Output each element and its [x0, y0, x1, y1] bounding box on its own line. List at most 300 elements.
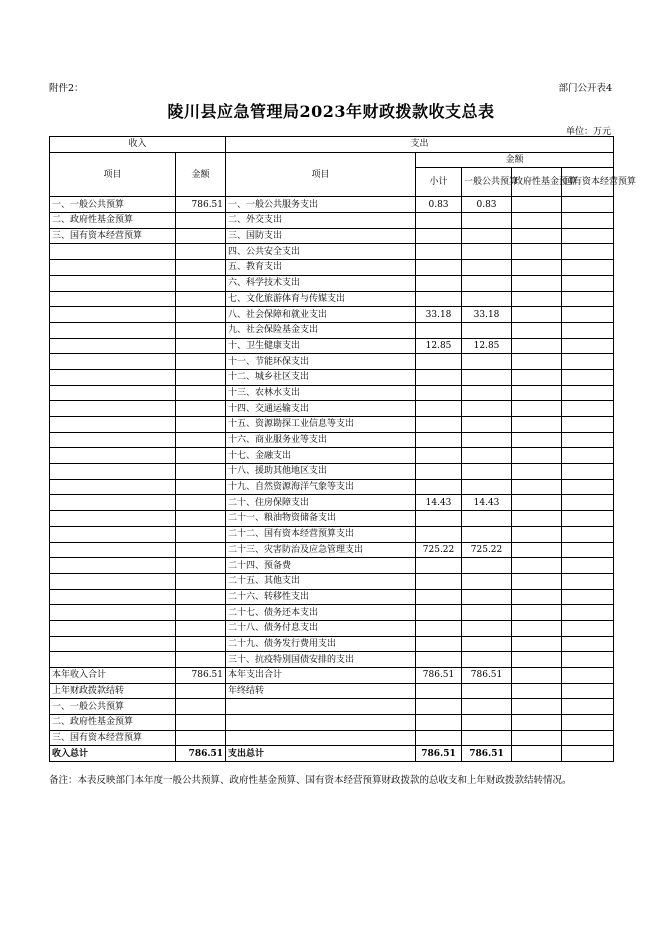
- table-row: [50, 260, 614, 276]
- expense-capital: [562, 228, 614, 244]
- income-item: [50, 322, 176, 338]
- expense-fund: [512, 213, 562, 229]
- expense-fund: [512, 683, 562, 699]
- table-row: [50, 385, 614, 401]
- income-item: [50, 244, 176, 260]
- expense-subtotal: [416, 244, 462, 260]
- expense-item: 年终结转: [226, 683, 416, 699]
- income-amount: [176, 542, 226, 558]
- expense-fund: [512, 636, 562, 652]
- table-row: [50, 448, 614, 464]
- expense-subtotal: [416, 636, 462, 652]
- expense-capital: [562, 683, 614, 699]
- income-item: 一、一般公共预算: [50, 699, 176, 715]
- income-item-header: 项目: [50, 152, 176, 197]
- expense-item: 十一、节能环保支出: [226, 354, 416, 370]
- expense-fund: [512, 620, 562, 636]
- expense-fund: [512, 417, 562, 433]
- expense-general: [462, 228, 512, 244]
- expense-general: [462, 636, 512, 652]
- expense-item: 二十九、债务发行费用支出: [226, 636, 416, 652]
- expense-general: [462, 417, 512, 433]
- expense-subtotal: 33.18: [416, 307, 462, 323]
- expense-item: 二十一、粮油物资储备支出: [226, 511, 416, 527]
- expense-general: [462, 573, 512, 589]
- expense-item: 十四、交通运输支出: [226, 401, 416, 417]
- income-item: [50, 338, 176, 354]
- expense-total-label: 支出总计: [226, 746, 416, 762]
- table-row: [50, 683, 614, 699]
- expense-item: 一、一般公共服务支出: [226, 197, 416, 213]
- income-amount: [176, 228, 226, 244]
- table-body: [50, 197, 614, 746]
- expense-subtotal: [416, 417, 462, 433]
- income-amount: [176, 244, 226, 260]
- expense-capital: [562, 432, 614, 448]
- expense-total-capital: [562, 746, 614, 762]
- expense-capital: [562, 244, 614, 260]
- expense-fund: [512, 542, 562, 558]
- expense-fund: [512, 354, 562, 370]
- expense-capital: [562, 605, 614, 621]
- expense-capital: [562, 668, 614, 684]
- table-row: [50, 479, 614, 495]
- expense-item: 四、公共安全支出: [226, 244, 416, 260]
- expense-item: 二十五、其他支出: [226, 573, 416, 589]
- expense-item: 六、科学技术支出: [226, 275, 416, 291]
- expense-fund: [512, 432, 562, 448]
- expense-item: [226, 715, 416, 731]
- expense-item: 二十六、转移性支出: [226, 589, 416, 605]
- expense-amount-header: 金额: [416, 152, 614, 168]
- table-row: [50, 244, 614, 260]
- table-row: [50, 542, 614, 558]
- expense-subtotal: [416, 683, 462, 699]
- expense-capital: [562, 558, 614, 574]
- income-item: [50, 589, 176, 605]
- expense-subtotal: [416, 322, 462, 338]
- table-row: [50, 511, 614, 527]
- expense-capital: [562, 479, 614, 495]
- income-amount: [176, 291, 226, 307]
- income-item: [50, 652, 176, 668]
- expense-item: 五、教育支出: [226, 260, 416, 276]
- expense-capital: [562, 354, 614, 370]
- budget-table: [49, 136, 637, 762]
- expense-total-subtotal: 786.51: [416, 746, 462, 762]
- table-row: [50, 197, 614, 213]
- income-item: [50, 401, 176, 417]
- income-item: 上年财政拨款结转: [50, 683, 176, 699]
- expense-general: [462, 464, 512, 480]
- income-amount: [176, 385, 226, 401]
- expense-subtotal: [416, 275, 462, 291]
- expense-fund: [512, 589, 562, 605]
- expense-general: [462, 275, 512, 291]
- income-amount: [176, 213, 226, 229]
- expense-subtotal: [416, 213, 462, 229]
- expense-general: [462, 401, 512, 417]
- table-row: [50, 275, 614, 291]
- income-amount: [176, 715, 226, 731]
- expense-general: [462, 589, 512, 605]
- expense-subtotal: [416, 479, 462, 495]
- expense-capital: [562, 526, 614, 542]
- expense-fund: [512, 385, 562, 401]
- table-row: [50, 715, 614, 731]
- page-title: 陵川县应急管理局2023年财政拨款收支总表: [167, 102, 495, 121]
- income-header: 收入: [50, 137, 226, 153]
- expense-capital: [562, 401, 614, 417]
- expense-subtotal: 725.22: [416, 542, 462, 558]
- expense-general: [462, 715, 512, 731]
- income-item: 二、政府性基金预算: [50, 715, 176, 731]
- expense-fund: [512, 275, 562, 291]
- table-row: [50, 526, 614, 542]
- income-item: [50, 526, 176, 542]
- table-row: [50, 369, 614, 385]
- income-total-amount: 786.51: [176, 746, 226, 762]
- expense-fund: [512, 730, 562, 746]
- income-item: [50, 558, 176, 574]
- expense-general: 33.18: [462, 307, 512, 323]
- expense-general: [462, 511, 512, 527]
- expense-fund: [512, 652, 562, 668]
- expense-general: 12.85: [462, 338, 512, 354]
- income-amount: [176, 652, 226, 668]
- expense-subtotal: [416, 464, 462, 480]
- income-item: 一、一般公共预算: [50, 197, 176, 213]
- table-row: [50, 620, 614, 636]
- income-amount: [176, 354, 226, 370]
- expense-item: [226, 730, 416, 746]
- expense-general: [462, 526, 512, 542]
- expense-item: 二十四、预备费: [226, 558, 416, 574]
- expense-item: 十、卫生健康支出: [226, 338, 416, 354]
- expense-general: 14.43: [462, 495, 512, 511]
- expense-capital: [562, 417, 614, 433]
- income-amount: [176, 464, 226, 480]
- income-amount: [176, 369, 226, 385]
- expense-item: 十五、资源勘探工业信息等支出: [226, 417, 416, 433]
- table-row: [50, 605, 614, 621]
- expense-general: [462, 354, 512, 370]
- income-item: [50, 291, 176, 307]
- expense-subtotal: [416, 401, 462, 417]
- income-amount: [176, 636, 226, 652]
- income-amount: 786.51: [176, 197, 226, 213]
- expense-item: 十九、自然资源海洋气象等支出: [226, 479, 416, 495]
- footnote: 备注：本表反映部门本年度一般公共预算、政府性基金预算、国有资本经营预算财政拨款的总收支和上年财政拨款结转情况。: [49, 775, 572, 786]
- expense-capital: [562, 338, 614, 354]
- income-amount: [176, 417, 226, 433]
- expense-subtotal: [416, 526, 462, 542]
- table-row: [50, 589, 614, 605]
- expense-item: 二十二、国有资本经营预算支出: [226, 526, 416, 542]
- expense-item: 本年支出合计: [226, 668, 416, 684]
- income-item: [50, 464, 176, 480]
- expense-capital: [562, 620, 614, 636]
- fund-budget-header: 政府性基金预算: [512, 168, 562, 197]
- general-budget-header: 一般公共预算: [462, 168, 512, 197]
- expense-fund: [512, 322, 562, 338]
- expense-capital: [562, 699, 614, 715]
- income-amount: [176, 479, 226, 495]
- expense-capital: [562, 589, 614, 605]
- expense-general: [462, 699, 512, 715]
- income-amount: [176, 338, 226, 354]
- table-row: [50, 417, 614, 433]
- attachment-label: 附件2：: [49, 83, 84, 94]
- expense-general: [462, 683, 512, 699]
- unit-label: 单位：万元: [565, 127, 611, 137]
- table-row: [50, 730, 614, 746]
- expense-subtotal: 0.83: [416, 197, 462, 213]
- expense-item: 二十七、债务还本支出: [226, 605, 416, 621]
- income-amount: [176, 573, 226, 589]
- income-item: [50, 573, 176, 589]
- expense-capital: [562, 511, 614, 527]
- expense-subtotal: [416, 573, 462, 589]
- expense-capital: [562, 275, 614, 291]
- income-item: [50, 636, 176, 652]
- subtotal-header: 小计: [416, 168, 462, 197]
- expense-fund: [512, 479, 562, 495]
- state-capital-header: 国有资本经营预算: [562, 168, 614, 197]
- expense-capital: [562, 260, 614, 276]
- income-item: [50, 605, 176, 621]
- table-row: [50, 354, 614, 370]
- expense-fund: [512, 401, 562, 417]
- expense-item: 九、社会保险基金支出: [226, 322, 416, 338]
- income-amount: [176, 730, 226, 746]
- expense-fund: [512, 715, 562, 731]
- expense-item-header: 项目: [226, 152, 416, 197]
- income-item: 二、政府性基金预算: [50, 213, 176, 229]
- income-amount: [176, 558, 226, 574]
- expense-item: 三、国防支出: [226, 228, 416, 244]
- expense-capital: [562, 291, 614, 307]
- table-row: [50, 652, 614, 668]
- table-row: [50, 338, 614, 354]
- expense-subtotal: [416, 260, 462, 276]
- expense-general: [462, 730, 512, 746]
- expense-fund: [512, 573, 562, 589]
- expense-capital: [562, 307, 614, 323]
- expense-general: [462, 260, 512, 276]
- income-item: [50, 369, 176, 385]
- expense-fund: [512, 605, 562, 621]
- expense-capital: [562, 715, 614, 731]
- expense-general: [462, 605, 512, 621]
- expense-item: 二、外交支出: [226, 213, 416, 229]
- expense-subtotal: [416, 511, 462, 527]
- expense-capital: [562, 213, 614, 229]
- expense-subtotal: [416, 605, 462, 621]
- expense-general: [462, 620, 512, 636]
- income-item: 本年收入合计: [50, 668, 176, 684]
- expense-general: [462, 448, 512, 464]
- income-item: [50, 385, 176, 401]
- expense-capital: [562, 197, 614, 213]
- expense-general: 786.51: [462, 668, 512, 684]
- expense-capital: [562, 464, 614, 480]
- expense-fund: [512, 558, 562, 574]
- table-row: [50, 495, 614, 511]
- expense-capital: [562, 542, 614, 558]
- table-row: [50, 668, 614, 684]
- expense-item: 十三、农林水支出: [226, 385, 416, 401]
- expense-fund: [512, 291, 562, 307]
- income-item: 三、国有资本经营预算: [50, 730, 176, 746]
- income-amount-header: 金额: [176, 152, 226, 197]
- income-amount: [176, 432, 226, 448]
- expense-total-fund: [512, 746, 562, 762]
- expense-item: 十七、金融支出: [226, 448, 416, 464]
- expense-total-general: 786.51: [462, 746, 512, 762]
- income-amount: [176, 526, 226, 542]
- income-item: [50, 307, 176, 323]
- income-total-label: 收入总计: [50, 746, 176, 762]
- table-row: [50, 464, 614, 480]
- income-amount: [176, 589, 226, 605]
- table-row: [50, 307, 614, 323]
- expense-subtotal: [416, 730, 462, 746]
- expense-subtotal: [416, 589, 462, 605]
- table-row: [50, 699, 614, 715]
- expense-fund: [512, 307, 562, 323]
- expense-fund: [512, 260, 562, 276]
- expense-subtotal: 786.51: [416, 668, 462, 684]
- income-item: [50, 354, 176, 370]
- form-number: 部门公开表4: [558, 83, 612, 94]
- income-item: [50, 511, 176, 527]
- expense-general: 725.22: [462, 542, 512, 558]
- income-amount: [176, 683, 226, 699]
- expense-subtotal: [416, 291, 462, 307]
- expense-general: [462, 432, 512, 448]
- expense-general: [462, 479, 512, 495]
- expense-item: 二十八、债务付息支出: [226, 620, 416, 636]
- table-row: [50, 432, 614, 448]
- expense-fund: [512, 699, 562, 715]
- table-row: [50, 291, 614, 307]
- expense-subtotal: [416, 558, 462, 574]
- expense-fund: [512, 338, 562, 354]
- expense-fund: [512, 511, 562, 527]
- expense-capital: [562, 448, 614, 464]
- income-amount: [176, 620, 226, 636]
- expense-fund: [512, 228, 562, 244]
- expense-capital: [562, 652, 614, 668]
- expense-item: 三十、抗疫特别国债安排的支出: [226, 652, 416, 668]
- table-row: [50, 401, 614, 417]
- expense-subtotal: 14.43: [416, 495, 462, 511]
- income-item: [50, 432, 176, 448]
- income-amount: [176, 275, 226, 291]
- expense-subtotal: [416, 715, 462, 731]
- expense-fund: [512, 495, 562, 511]
- income-amount: [176, 699, 226, 715]
- expense-fund: [512, 197, 562, 213]
- income-amount: 786.51: [176, 668, 226, 684]
- expense-general: [462, 244, 512, 260]
- table-row: [50, 573, 614, 589]
- table-row: [50, 558, 614, 574]
- income-item: [50, 479, 176, 495]
- expense-general: 0.83: [462, 197, 512, 213]
- income-amount: [176, 448, 226, 464]
- expense-fund: [512, 668, 562, 684]
- expense-subtotal: 12.85: [416, 338, 462, 354]
- expense-general: [462, 652, 512, 668]
- income-amount: [176, 495, 226, 511]
- expense-item: [226, 699, 416, 715]
- expense-general: [462, 558, 512, 574]
- table-row: [50, 213, 614, 229]
- expense-fund: [512, 244, 562, 260]
- expense-item: 十六、商业服务业等支出: [226, 432, 416, 448]
- income-amount: [176, 322, 226, 338]
- expense-subtotal: [416, 432, 462, 448]
- income-amount: [176, 605, 226, 621]
- expense-capital: [562, 573, 614, 589]
- expense-fund: [512, 369, 562, 385]
- expense-fund: [512, 526, 562, 542]
- income-item: [50, 620, 176, 636]
- income-amount: [176, 307, 226, 323]
- expense-capital: [562, 385, 614, 401]
- income-item: [50, 542, 176, 558]
- expense-header: 支出: [226, 137, 614, 153]
- income-item: [50, 417, 176, 433]
- expense-general: [462, 291, 512, 307]
- expense-item: 十八、援助其他地区支出: [226, 464, 416, 480]
- income-amount: [176, 511, 226, 527]
- expense-subtotal: [416, 699, 462, 715]
- expense-capital: [562, 730, 614, 746]
- expense-item: 七、文化旅游体育与传媒支出: [226, 291, 416, 307]
- income-amount: [176, 401, 226, 417]
- expense-subtotal: [416, 620, 462, 636]
- income-amount: [176, 260, 226, 276]
- expense-item: 十二、城乡社区支出: [226, 369, 416, 385]
- expense-subtotal: [416, 228, 462, 244]
- income-item: [50, 495, 176, 511]
- expense-general: [462, 385, 512, 401]
- expense-capital: [562, 369, 614, 385]
- expense-item: 二十三、灾害防治及应急管理支出: [226, 542, 416, 558]
- total-row: [50, 746, 614, 762]
- income-item: 三、国有资本经营预算: [50, 228, 176, 244]
- expense-item: 二十、住房保障支出: [226, 495, 416, 511]
- expense-general: [462, 213, 512, 229]
- expense-subtotal: [416, 652, 462, 668]
- expense-subtotal: [416, 354, 462, 370]
- expense-general: [462, 322, 512, 338]
- expense-capital: [562, 322, 614, 338]
- expense-capital: [562, 495, 614, 511]
- table-row: [50, 322, 614, 338]
- expense-capital: [562, 636, 614, 652]
- expense-fund: [512, 464, 562, 480]
- expense-subtotal: [416, 448, 462, 464]
- income-item: [50, 448, 176, 464]
- income-item: [50, 275, 176, 291]
- expense-subtotal: [416, 369, 462, 385]
- income-item: [50, 260, 176, 276]
- expense-item: 八、社会保障和就业支出: [226, 307, 416, 323]
